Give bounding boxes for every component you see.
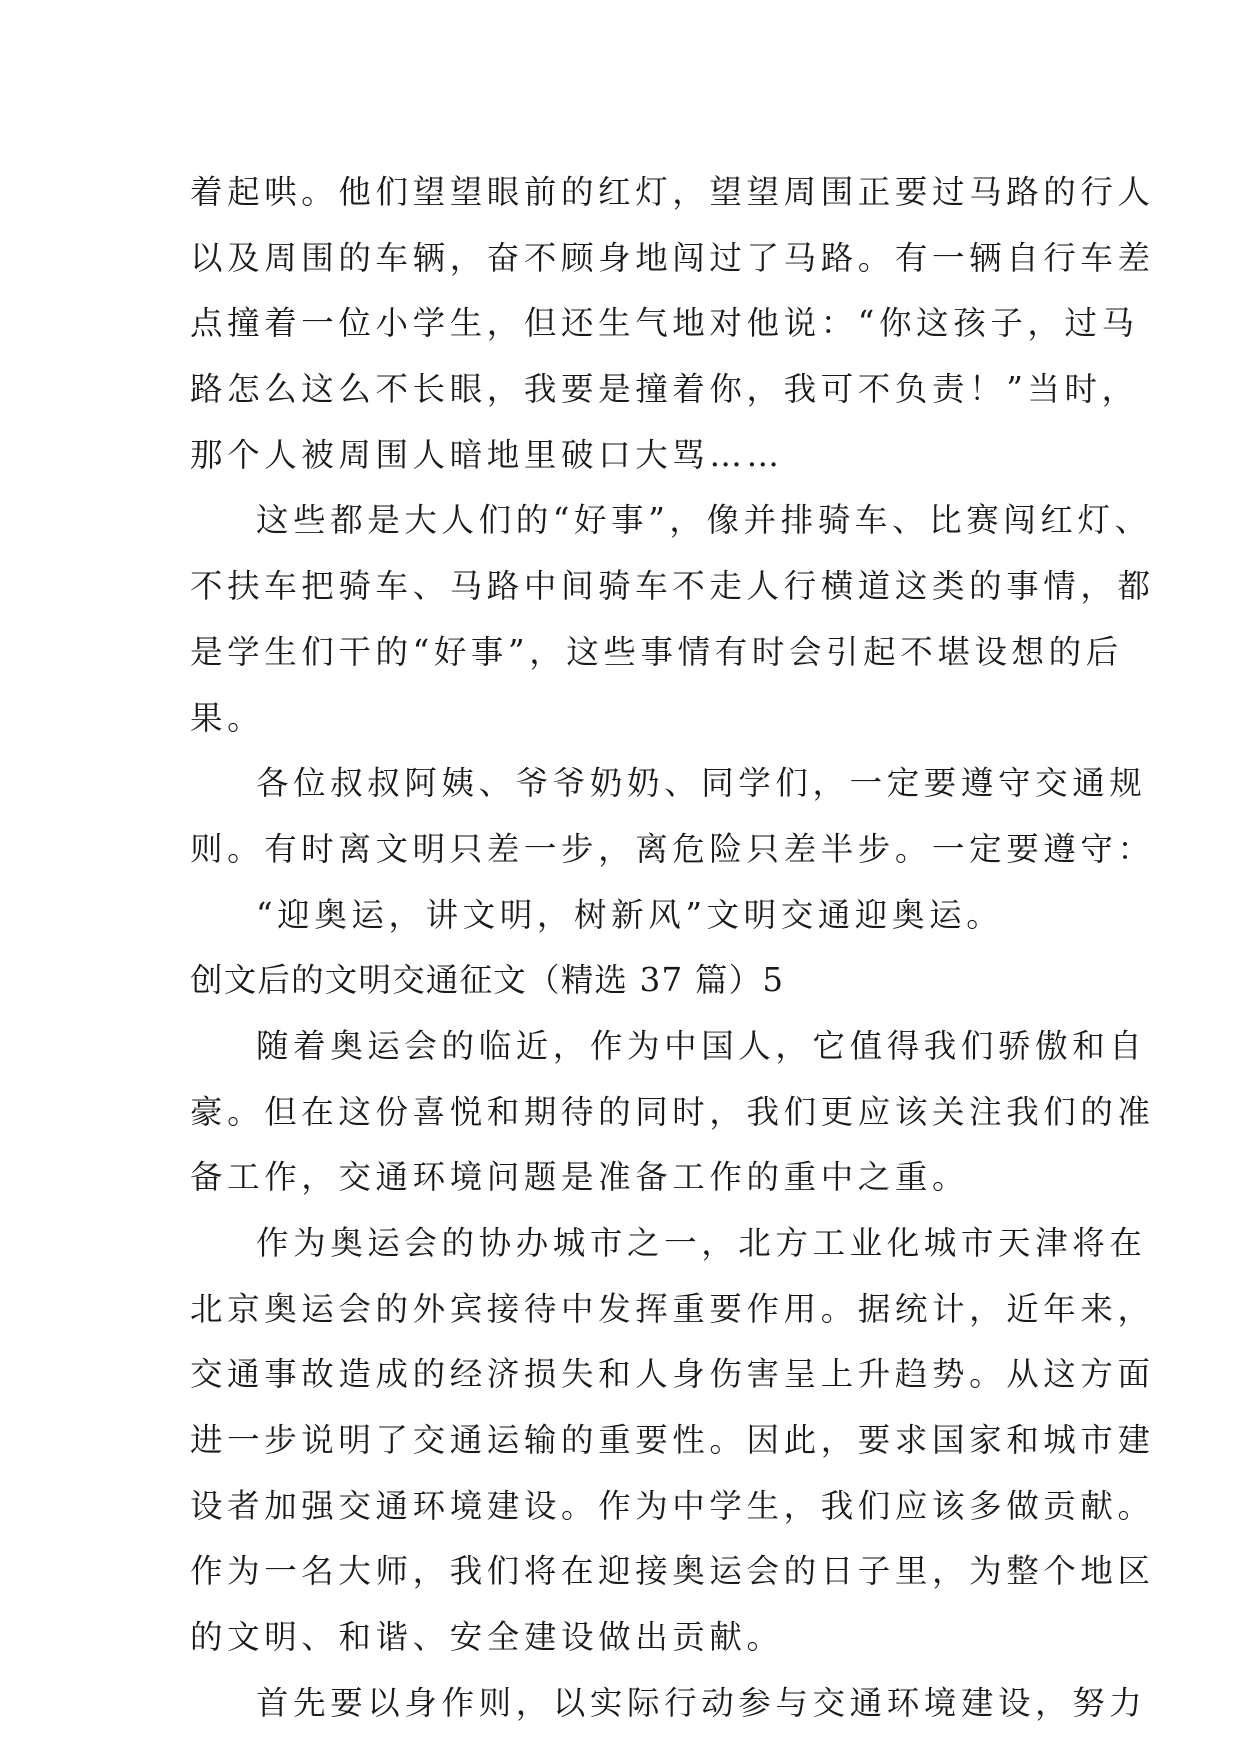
body-line: 作为一名大师，我们将在迎接奥运会的日子里，为整个地区 [190, 1552, 1155, 1591]
body-line: 路怎么这么不长眼，我要是撞着你，我可不负责！”当时， [190, 370, 1139, 409]
body-line: 则。有时离文明只差一步，离危险只差半步。一定要遵守： [190, 829, 1155, 868]
body-line: 着起哄。他们望望眼前的红灯，望望周围正要过马路的行人 [190, 173, 1155, 211]
body-line: 是学生们干的“好事”，这些事情有时会引起不堪设想的后 [190, 632, 1123, 671]
body-line: 的文明、和谐、安全建设做出贡献。 [190, 1618, 784, 1657]
body-line: 不扶车把骑车、马路中间骑车不走人行横道这类的事情，都 [190, 567, 1155, 606]
body-line: 北京奥运会的外宾接待中发挥重要作用。据统计，近年来， [190, 1289, 1155, 1328]
body-line: 点撞着一位小学生，但还生气地对他说：“你这孩子，过马 [190, 304, 1139, 343]
document-body [190, 160, 1155, 1737]
paragraph-first-line: 首先要以身作则，以实际行动参与交通环境建设，努力 [256, 1683, 1147, 1722]
slogan-line: “迎奥运，讲文明，树新风”文明交通迎奥运。 [256, 895, 1004, 934]
paragraph-first-line: 这些都是大人们的“好事”，像并排骑车、比赛闯红灯、 [256, 501, 1152, 540]
body-line: 设者加强交通环境建设。作为中学生，我们应该多做贡献。 [190, 1486, 1155, 1525]
paragraph-first-line: 各位叔叔阿姨、爷爷奶奶、同学们，一定要遵守交通规 [256, 764, 1147, 803]
body-line: 果。 [190, 698, 265, 737]
body-line: 那个人被周围人暗地里破口大骂…… [190, 435, 784, 474]
body-line: 以及周围的车辆，奋不顾身地闯过了马路。有一辆自行车差 [190, 238, 1155, 277]
body-line: 备工作，交通环境问题是准备工作的重中之重。 [190, 1158, 970, 1197]
body-line: 交通事故造成的经济损失和人身伤害呈上升趋势。从这方面 [190, 1355, 1155, 1394]
section-heading: 创文后的文明交通征文（精选 37 篇）5 [190, 961, 785, 1000]
body-line: 进一步说明了交通运输的重要性。因此，要求国家和城市建 [190, 1421, 1155, 1460]
body-line: 豪。但在这份喜悦和期待的同时，我们更应该关注我们的准 [190, 1092, 1155, 1131]
paragraph-first-line: 作为奥运会的协办城市之一，北方工业化城市天津将在 [256, 1224, 1147, 1262]
paragraph-first-line: 随着奥运会的临近，作为中国人，它值得我们骄傲和自 [256, 1026, 1147, 1065]
